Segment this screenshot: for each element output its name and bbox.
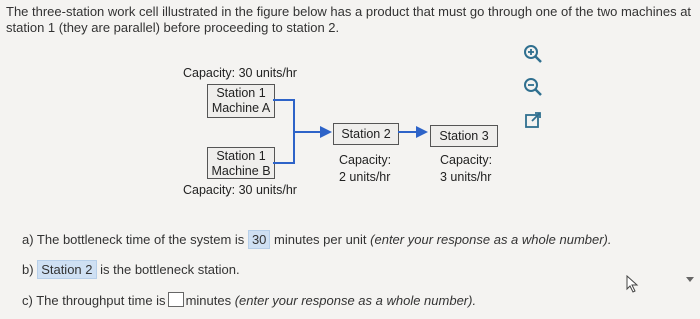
question-b-prefix: b) bbox=[22, 262, 34, 277]
station3-cap-line1: Capacity: bbox=[440, 153, 493, 167]
question-a-mid: minutes per unit bbox=[274, 232, 367, 247]
machine-a-line2: Machine A bbox=[211, 101, 271, 115]
question-a-note: (enter your response as a whole number). bbox=[370, 232, 612, 247]
arrow-head-2 bbox=[416, 126, 428, 138]
answer-c-input[interactable] bbox=[168, 292, 184, 307]
station3-cap-line2: 3 units/hr bbox=[440, 170, 492, 184]
zoom-in-icon[interactable] bbox=[522, 43, 544, 65]
popout-icon[interactable] bbox=[522, 109, 544, 131]
answer-a-value[interactable]: 30 bbox=[248, 230, 270, 249]
question-b bbox=[22, 262, 240, 278]
question-b-suffix: is the bottleneck station. bbox=[100, 262, 240, 277]
station1-machine-b bbox=[207, 147, 275, 179]
capacity-bottom-label: Capacity: 30 units/hr bbox=[183, 183, 297, 197]
machine-a-line1: Station 1 bbox=[216, 86, 266, 100]
scroll-down-icon[interactable] bbox=[686, 277, 694, 282]
zoom-out-icon[interactable] bbox=[522, 76, 544, 98]
workcell-diagram bbox=[0, 0, 520, 200]
machine-b-line1: Station 1 bbox=[216, 149, 266, 163]
station1-machine-a bbox=[207, 84, 275, 118]
machine-b-line2: Machine B bbox=[211, 164, 271, 178]
station2-cap-line2: 2 units/hr bbox=[339, 170, 391, 184]
connector-a bbox=[273, 99, 294, 101]
station3-label: Station 3 bbox=[439, 129, 489, 143]
capacity-top-label: Capacity: 30 units/hr bbox=[183, 66, 297, 80]
station3-capacity bbox=[440, 152, 492, 186]
cursor-icon bbox=[625, 275, 641, 293]
question-c-note: (enter your response as a whole number). bbox=[234, 293, 477, 308]
question-a-prefix: a) The bottleneck time of the system is bbox=[22, 232, 245, 247]
arrow-to-station3-line bbox=[398, 131, 418, 133]
question-c-suffix: minutes bbox=[185, 293, 232, 308]
station3-box bbox=[430, 125, 498, 147]
station2-box bbox=[333, 123, 399, 145]
question-c bbox=[22, 292, 476, 309]
intro-line-2: station 1 (they are parallel) before proceeding to station 2. bbox=[6, 20, 340, 35]
answer-b-value[interactable]: Station 2 bbox=[37, 260, 96, 279]
station2-cap-line1: Capacity: bbox=[339, 153, 392, 167]
connector-b bbox=[273, 162, 294, 164]
arrow-head-1 bbox=[320, 126, 332, 138]
question-a bbox=[22, 232, 612, 248]
intro-line-1: The three-station work cell illustrated in the figure below has a product that must go through one of the two machines at bbox=[6, 4, 692, 19]
station2-label: Station 2 bbox=[341, 127, 391, 141]
question-c-prefix: c) The throughput time is bbox=[22, 293, 166, 308]
station2-capacity bbox=[339, 152, 391, 186]
